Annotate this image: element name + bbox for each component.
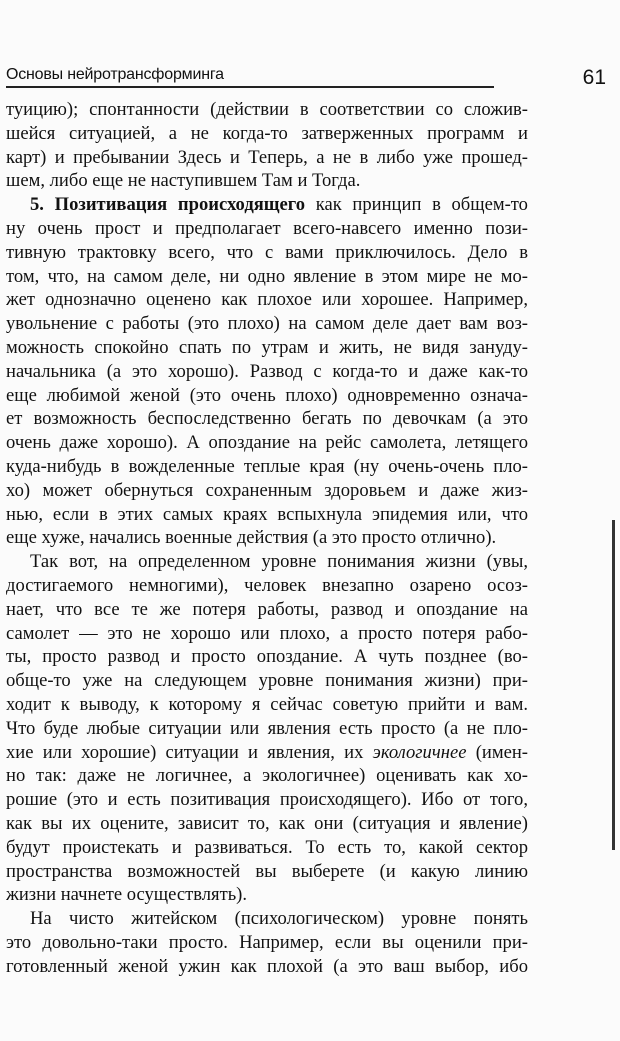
text-line: том, что, на самом деле, ни одно явление в этом мире не мо- xyxy=(6,265,528,287)
text-line: шем, либо еще не наступившем Там и Тогда. xyxy=(6,170,361,192)
text-line: жет однозначно оценено как плохое или хорошее. Например, xyxy=(6,289,528,311)
text-line: нает, что все те же потеря работы, развод и опоздание на xyxy=(6,598,528,620)
text-line: Так вот, на определенном уровне понимания жизни (увы, xyxy=(30,551,528,573)
text-line: самолет — это не хорошо или плохо, а просто потеря рабо- xyxy=(6,622,528,644)
text-line xyxy=(6,741,528,765)
bold-term: 5. Позитивация происходящего xyxy=(30,194,306,216)
page-header xyxy=(6,60,606,94)
text-line: карт) и пребывании Здесь и Теперь, а не в либо уже прошед- xyxy=(6,146,528,168)
page-number: 61 xyxy=(582,66,606,89)
text-line: жизни начнете осуществлять). xyxy=(6,884,248,906)
text-line: туицию); спонтанности (действии в соответствии со сложив- xyxy=(6,99,528,120)
text-line: увольнение с работы (это плохо) на самом деле дает вам воз- xyxy=(6,313,528,335)
text-line: но так: даже не логичнее, а экологичнее) оценивать как хо- xyxy=(6,765,528,787)
text-line: готовленный женой ужин как плохой (а это ваш выбор, ибо xyxy=(6,955,528,977)
text-line: ет возможность беспоследственно бегать по девочкам (а это xyxy=(6,408,528,430)
text-line: куда-нибудь в вожделенные теплые края (ну очень-очень пло- xyxy=(6,455,528,477)
text-line: ну очень прост и предполагает всего-навсего именно пози- xyxy=(6,217,528,239)
text-line: будут проистекать и развиваться. То есть то, какой сектор xyxy=(6,836,528,858)
text-line xyxy=(6,193,528,217)
text-line: ходит к выводу, к которому я сейчас советую прийти и вам. xyxy=(6,693,528,715)
text-fragment: хие или хорошие) ситуации и явления, их xyxy=(6,741,364,763)
text-line: Что буде любые ситуации или явления есть просто (а не пло- xyxy=(6,717,528,739)
text-fragment: (имен- xyxy=(475,741,528,763)
text-line: еще хуже, начались военные действия (а это просто отлично). xyxy=(6,527,497,549)
text-fragment: как принцип в общем-то xyxy=(315,194,528,216)
text-line: тивную трактовку всего, что с вами приключилось. Дело в xyxy=(6,241,528,263)
page-edge-shadow xyxy=(612,520,615,850)
text-line: нью, если в этих самых краях вспыхнула эпидемия или, что xyxy=(6,503,528,525)
text-line: хо) может обернуться сохраненным здоровьем и даже жиз- xyxy=(6,479,528,501)
running-title: Основы нейротрансформинга xyxy=(6,66,224,83)
text-line: как вы их оцените, зависит то, как они (ситуация и явление) xyxy=(6,812,528,834)
text-line: обще-то уже на следующем уровне понимания жизни) при- xyxy=(6,670,528,692)
text-line: ты, просто развод и просто опоздание. А чуть позднее (во- xyxy=(6,646,528,668)
body-text xyxy=(6,98,528,978)
text-line: очень даже хорошо). А опоздание на рейс самолета, летящего xyxy=(6,432,528,454)
text-line: начальника (а это хорошо). Развод с когда-то и даже как-то xyxy=(6,360,528,382)
text-line: достигаемого немногими), человек внезапно озарено осоз- xyxy=(6,574,528,596)
text-line: шейся ситуацией, а не когда-то затверженных программ и xyxy=(6,122,528,144)
header-rule xyxy=(6,86,494,88)
text-line: пространства возможностей вы выберете (и какую линию xyxy=(6,860,528,882)
text-line: рошие (это и есть позитивация происходящего). Ибо от того, xyxy=(6,789,528,811)
text-line: еще любимой женой (это очень плохо) одновременно означа- xyxy=(6,384,528,406)
text-line: На чисто житейском (психологическом) уровне понять xyxy=(30,908,528,930)
text-line: можность спокойно спать по утрам и жить, не видя зануду- xyxy=(6,336,528,358)
text-line: это довольно-таки просто. Например, если вы оценили при- xyxy=(6,931,528,953)
italic-term: экологичнее xyxy=(372,741,467,763)
